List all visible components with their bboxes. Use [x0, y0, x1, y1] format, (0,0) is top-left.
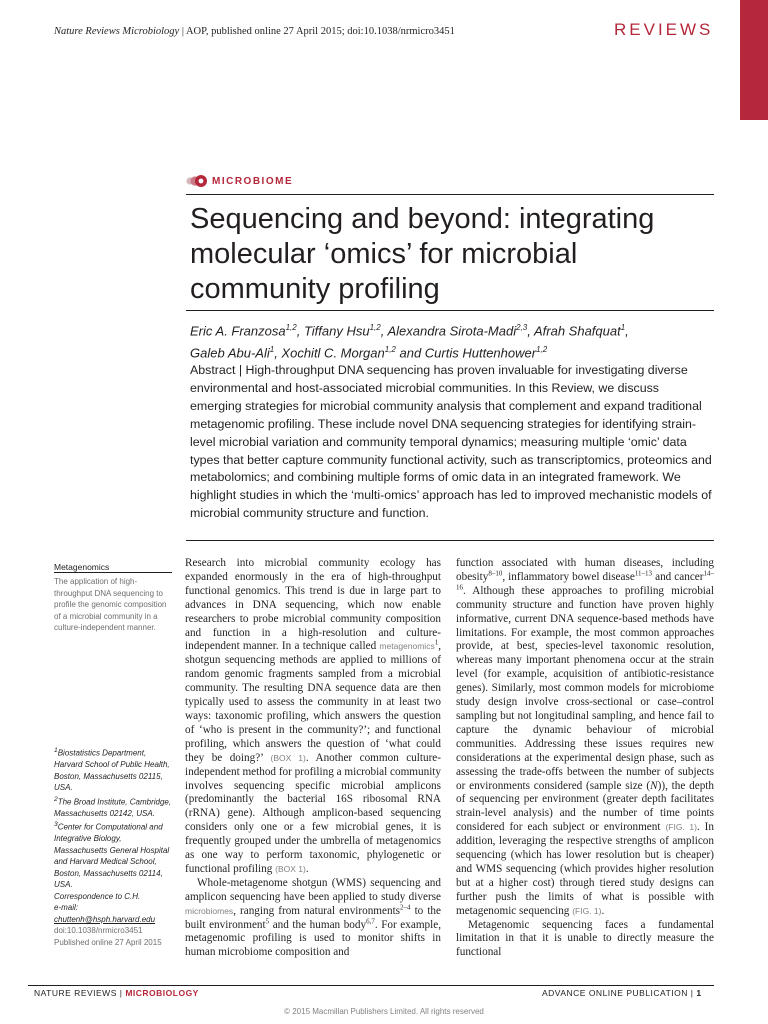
topic-tag [186, 174, 293, 188]
citation[interactable]: 6,7 [366, 916, 375, 925]
author-affiliation: 1,2 [384, 345, 396, 355]
abstract: Abstract | High-throughput DNA sequencing has proven invaluable for investigating diverse environmental and host-associated microbial communities. In this Review, we discuss emerging strategies for microbial community analysis that complement and expand traditional metagenomic profiling. These include novel DNA sequencing strategies for identifying strain-level microbial variation and community temporal dynamics; measuring multiple ‘omic’ data types that better capture community functional activity, such as transcriptomics, proteomics and metabolomics; and combining multiple forms of omic data in an integrated framework. We highlight studies in which the ‘multi-omics’ approach has led to improved mechanistic models of microbial community structure and function. [190, 363, 712, 521]
citation[interactable]: 8–10 [488, 569, 503, 578]
affiliation-1: $^1$Biostatistics Department, Harvard School of Public Health, Boston, Massachusetts 02115, USA. [54, 747, 170, 793]
doi-text: doi:10.1038/nrmicro3451 [54, 926, 143, 936]
paragraph: Research into microbial community ecology has expanded enormously in the era of high-throughput functional genomics. This trend is due in large part to advances in DNA sequencing, which now enable researchers to probe microbial community composition and function in a high-resolution and culture-independent manner. In a technique called metagenomics$^1$, shotgun sequencing methods are applied to millions of random genomic fragments sampled from a microbial community. The resulting DNA sequence data are then typically used to assess the community in at least two ways: taxonomic profiling, which answers the question of ‘who is present in the community?’; and functional profiling, which answers the question of ‘what could they be doing?’ (BOX 1). Another common culture-independent method for profiling a microbial community involves sequencing specific microbial amplicons (predominantly the bacterial 16S ribosomal RNA (rRNA) gene). Although amplicon-based sequencing considers only one or a few microbial genes, it is frequently grouped under the umbrella of metagenomics as one way to perform taxonomic, phylogenetic or functional profiling (BOX 1). [185, 557, 442, 875]
author-affiliation: 2,3 [516, 323, 528, 332]
body-column-2 [456, 557, 714, 960]
author-name: Eric A. Franzosa [190, 323, 286, 339]
running-head [54, 26, 455, 37]
author-affiliation: 1,2 [369, 323, 381, 332]
citation[interactable]: 1 [434, 638, 439, 647]
section-label: REVIEWS [614, 20, 714, 39]
author-list: Eric A. Franzosa$^{1,2}$, Tiffany Hsu$^{1,2}$, Alexandra Sirota-Madi$^{2,3}$, Afrah Shafquat$^1$, Galeb Abu-Ali$^1$, Xochitl C. Morgan$^{1,2}$ and Curtis Huttenhower$^{1,2}$ [190, 323, 629, 361]
author-affiliation: 1 [620, 323, 626, 332]
author-name: Tiffany Hsu [303, 323, 370, 339]
glossary-link-microbiomes[interactable]: microbiomes [185, 905, 234, 916]
body-column-1 [185, 557, 441, 960]
footer-publication: ADVANCE ONLINE PUBLICATION | 1 [542, 988, 702, 998]
author-name: Curtis Huttenhower [424, 345, 537, 361]
figure-link[interactable]: (FIG. 1) [572, 905, 602, 916]
published-date: Published online 27 April 2015 [54, 937, 162, 947]
citation[interactable]: 5 [265, 916, 270, 925]
correspondence: Correspondence to C.H. [54, 891, 141, 901]
paragraph: function associated with human diseases, including obesity$^{8-10}$, inflammatory bowel disease$^{11-13}$ and cancer$^{14-16}$. Although these approaches to profiling microbial community structure and function have proven highly informative, current DNA sequence-based methods have limitations. For example, the most common approaches provide, at best, species-level taxonomic resolution, whereas many important phenomena occur at the strain level (for example, acquisition of antibiotic-resistance genes). Similarly, most common models for microbiome study design involve cross-sectional or case–control sampling but not longitudinal sampling, and hence fail to capture the dynamic behaviour of microbial communities. Addressing these issues requires new considerations at the experimental design phase, such as assessing the trade-offs between the number of subjects or environments considered (sample size (N)), the depth of sequencing per environment (greater depth facilitates strain-level analysis) and the number of time points considered for each subject or environment (FIG. 1). In addition, leveraging the respective strengths of amplicon sequencing (which has lower resolution but is cheaper) and WMS sequencing (which provides higher resolution but at a higher cost) through tiered study designs can further push the limits of what is possible with metagenomic sequencing (FIG. 1). [456, 557, 715, 917]
journal-name: Nature Reviews Microbiology [54, 26, 180, 37]
author-name: Xochitl C. Morgan [281, 345, 385, 361]
glossary-rule [54, 572, 172, 573]
glossary-definition: The application of high-throughput DNA sequencing to profile the genomic composition of a microbial community in a culture-independent manner. [54, 577, 167, 632]
box-link[interactable]: (BOX 1) [275, 863, 306, 874]
topic-label: MICROBIOME [212, 175, 294, 187]
email-link[interactable]: chuttenh@hsph.harvard.edu [54, 914, 156, 924]
citation[interactable]: 2–4 [400, 902, 411, 911]
box-link[interactable]: (BOX 1) [270, 752, 306, 763]
email-label: e-mail: [54, 903, 79, 913]
microbiome-topic-icon [186, 174, 208, 188]
footer-journal: NATURE REVIEWS | MICROBIOLOGY [34, 988, 199, 998]
author-affiliation: 1,2 [536, 345, 548, 355]
footer-rule [28, 985, 714, 986]
glossary-term: Metagenomics [54, 562, 110, 572]
figure-link[interactable]: (FIG. 1) [665, 822, 697, 833]
author-name: Afrah Shafquat [533, 323, 621, 339]
affiliation-2: $^2$The Broad Institute, Cambridge, Massachusetts 02142, USA. [54, 795, 172, 818]
copyright: © 2015 Macmillan Publishers Limited. All rights reserved [284, 1007, 484, 1016]
author-rule [186, 310, 714, 311]
abstract-rule [186, 540, 714, 541]
author-affiliation: 1 [269, 345, 275, 355]
publication-info: | AOP, published online 27 April 2015; doi:10.1038/nrmicro3451 [179, 26, 455, 37]
title-rule [186, 194, 714, 195]
citation[interactable]: 11–13 [634, 569, 653, 578]
author-affiliation: 1,2 [285, 323, 297, 332]
section-color-bar [740, 0, 768, 120]
citation[interactable]: 14–16 [456, 569, 714, 592]
page-number: 1 [696, 988, 702, 998]
paragraph: Metagenomic sequencing faces a fundamental limitation in that it is unable to directly measure the functional [456, 918, 714, 959]
glossary-link-metagenomics[interactable]: metagenomics [379, 641, 435, 652]
affiliation-3: $^3$Center for Computational and Integrative Biology, Massachusetts General Hospital and Harvard Medical School, Boston, Massachusetts 02114, USA. [54, 821, 170, 890]
author-name: Alexandra Sirota-Madi [387, 323, 517, 339]
affiliations [54, 745, 174, 948]
author-name: Galeb Abu-Ali [190, 345, 270, 361]
article-title: Sequencing and beyond: integrating molecular ‘omics’ for microbial community profiling [190, 203, 655, 305]
paragraph: Whole-metagenome shotgun (WMS) sequencing and amplicon sequencing have been applied to study diverse microbiomes, ranging from natural environments$^{2-4}$ to the built environment$^5$ and the human body$^{6,7}$. For example, metagenomic profiling is used to monitor shifts in human microbiome composition and [185, 876, 442, 959]
